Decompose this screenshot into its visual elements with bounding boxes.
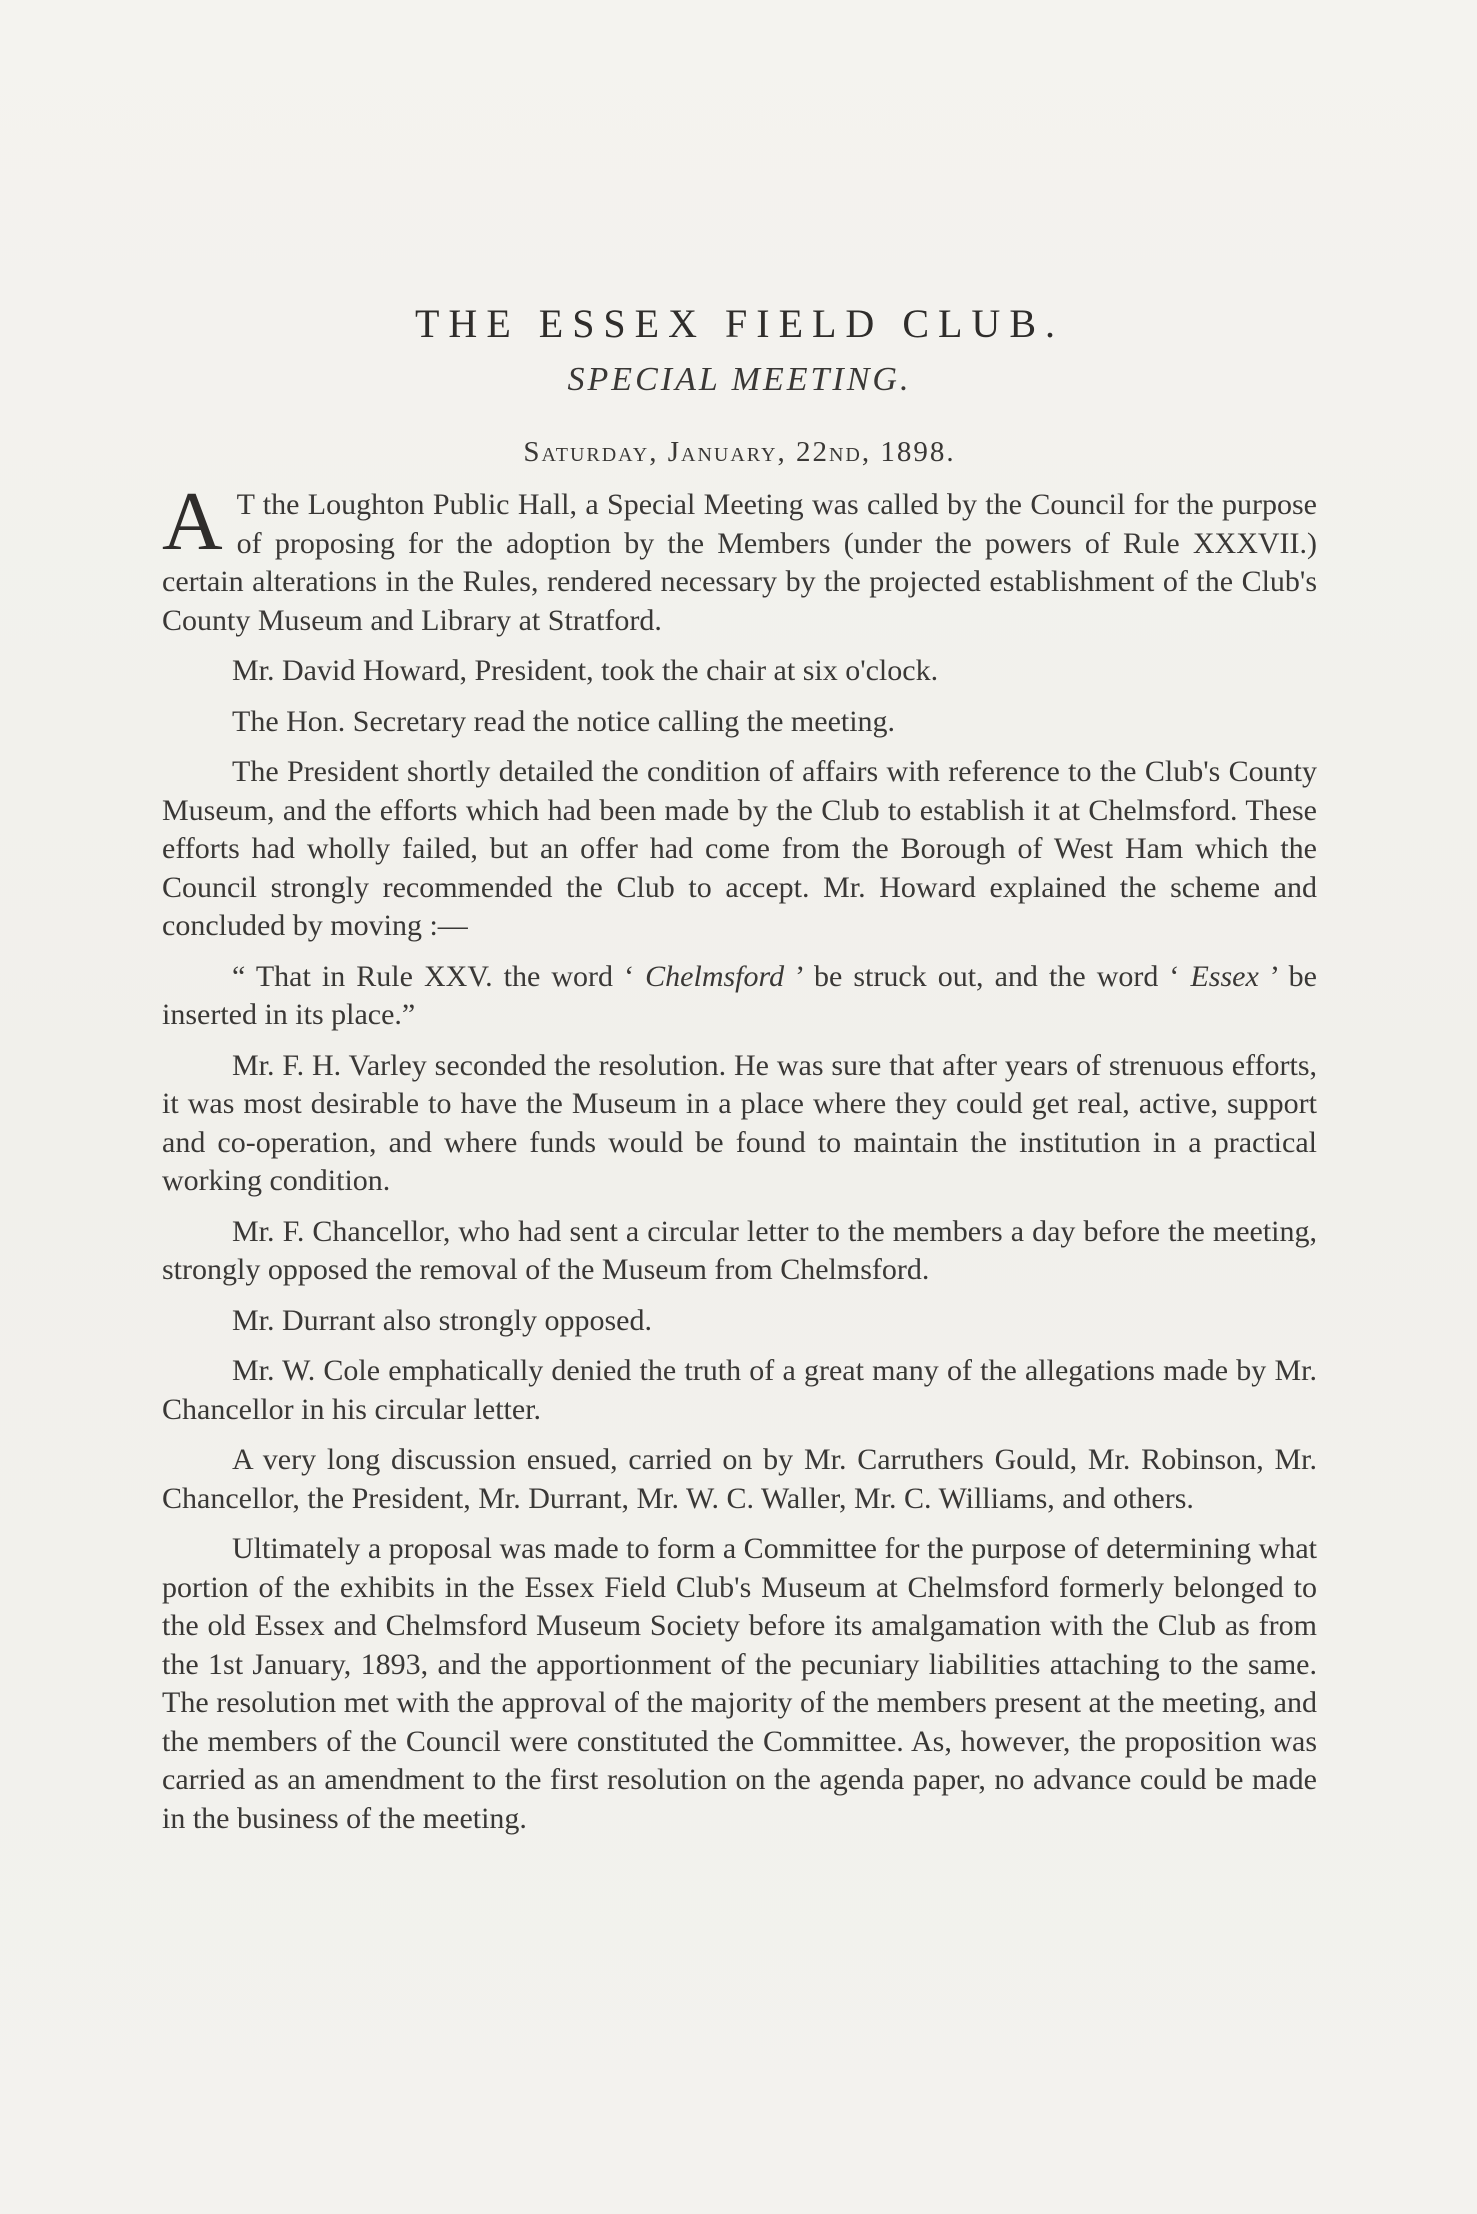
resolution-text-2: ’ be struck out, and the word ‘ <box>784 959 1191 993</box>
paragraph-varley: Mr. F. H. Varley seconded the resolution. He was sure that after years of strenuous efforts, it was most desirable to have the Museum in a place where they could get real, active, support and co-operation, and where funds would be found to maintain the institution in a practical working condition. <box>162 1048 1317 1197</box>
resolution-text-3: ’ be inserted in its place.” <box>162 959 1317 1031</box>
paragraph-discussion: A very long discussion ensued, carried on by Mr. Carruthers Gould, Mr. Robinson, Mr. Chancellor, the President, Mr. Durrant, Mr. W. C. Waller, Mr. C. Williams, and others. <box>162 1443 1317 1515</box>
paragraph-chancellor: Mr. F. Chancellor, who had sent a circular letter to the members a day before the meeting, strongly opposed the removal of the Museum from Chelmsford. <box>162 1214 1317 1286</box>
paragraph-opening <box>162 475 1317 640</box>
drop-cap: A <box>162 475 223 568</box>
resolution-text-1: “ That in Rule XXV. the word ‘ <box>232 959 646 993</box>
paragraph-resolution <box>162 958 1317 1035</box>
paragraph-notice: The Hon. Secretary read the notice calling the meeting. <box>232 704 896 738</box>
paragraph-chair: Mr. David Howard, President, took the chair at six o'clock. <box>232 654 939 687</box>
resolution-word-chelmsford: Chelmsford <box>645 959 785 993</box>
document-title: THE ESSEX FIELD CLUB. <box>415 301 1064 346</box>
paragraph-president: The President shortly detailed the condition of affairs with reference to the Club's County Museum, and the efforts which had been made by the Club to establish it at Chelmsford. These efforts had wholly failed, but an offer had come from the Borough of West Ham which the Council strongly recommended the Club to accept. Mr. Howard explained the scheme and concluded by moving :— <box>162 755 1317 942</box>
page-content <box>162 300 1317 1850</box>
resolution-word-essex: Essex <box>1190 959 1259 993</box>
document-subtitle: SPECIAL MEETING. <box>567 361 912 398</box>
paragraph-proposal: Ultimately a proposal was made to form a Committee for the purpose of determining what portion of the exhibits in the Essex Field Club's Museum at Chelmsford formerly belonged to the old Essex and Chelmsford Museum Society before its amalgamation with the Club as from the 1st January, 1893, and the apportionment of the pecuniary liabilities attaching to the same. The resolution met with the approval of the majority of the members present at the meeting, and the members of the Council were constituted the Committee. As, however, the proposition was carried as an amendment to the first resolution on the agenda paper, no advance could be made in the business of the meeting. <box>162 1532 1317 1835</box>
paragraph-cole: Mr. W. Cole emphatically denied the truth of a great many of the allegations made by Mr. Chancellor in his circular letter. <box>162 1354 1317 1426</box>
paragraph-opening-text: T the Loughton Public Hall, a Special Meeting was called by the Council for the purpose of proposing for the adoption by the Members (under the powers of Rule XXXVII.) certain alterations in the Rules, rendered necessary by the projected establishment of the Club's County Museum and Library at Stratford. <box>162 488 1317 637</box>
paragraph-durrant: Mr. Durrant also strongly opposed. <box>232 1303 652 1337</box>
meeting-date: Saturday, January, 22nd, 1898. <box>523 436 956 468</box>
